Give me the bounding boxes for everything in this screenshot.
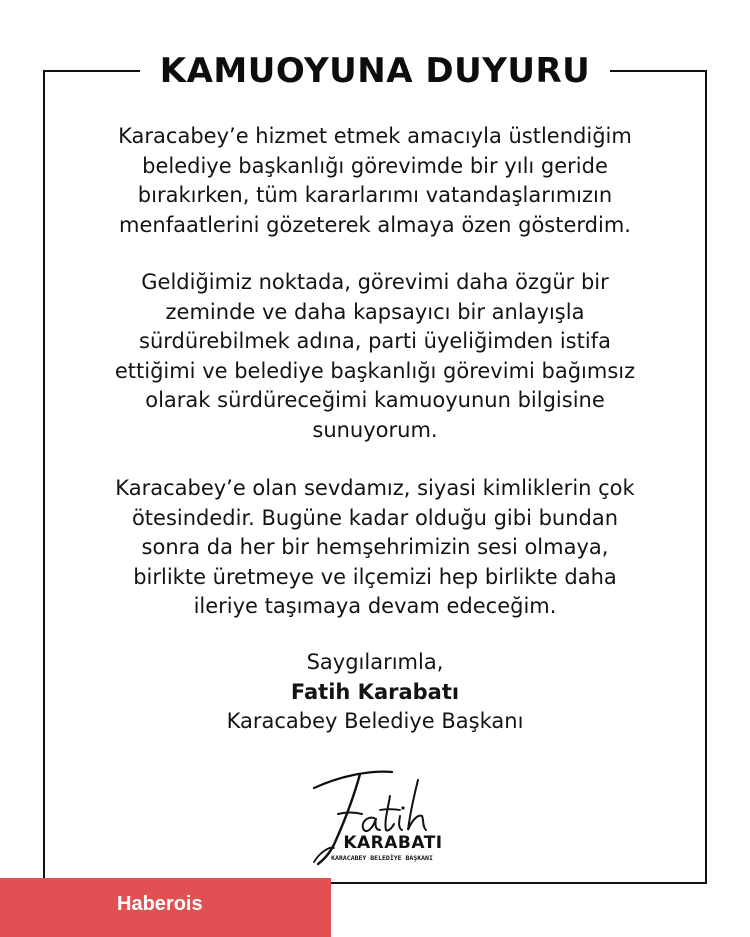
closing-greeting: Saygılarımla,: [306, 650, 444, 674]
paragraph-line: bırakırken, tüm kararlarımı vatandaşlarımızın: [137, 183, 613, 207]
source-label-bar: [0, 878, 331, 937]
paragraph-line: sürdürebilmek adına, parti üyeliğimden istifa: [139, 329, 611, 353]
source-label: Haberois: [117, 893, 203, 915]
title-wrapper: [0, 48, 750, 94]
paragraph-line: ileriye taşımaya devam edeceğim.: [193, 594, 557, 618]
signatory-role: Karacabey Belediye Başkanı: [226, 709, 524, 733]
paragraph-3: [60, 474, 690, 622]
paragraph-2: [60, 268, 690, 445]
paragraph-line: Geldiğimiz noktada, görevimi daha özgür bir: [141, 270, 609, 294]
paragraph-line: olarak sürdüreceğimi kamuoyunun bilgisine: [145, 388, 605, 412]
paragraph-line: ettiğimi ve belediye başkanlığı görevimi bağımsız: [114, 358, 636, 383]
paragraph-line: belediye başkanlığı görevimde bir yılı geride: [142, 153, 608, 178]
signature-stamp: [312, 833, 452, 863]
paragraph-line: sonra da her bir hemşehrimizin sesi olmaya,: [141, 535, 609, 559]
signature-printed-name: KARABATI: [343, 833, 443, 853]
paragraph-line: zeminde ve daha kapsayıcı bir anlayışla: [165, 299, 585, 324]
paragraph-line: ötesindedir. Bugüne kadar olduğu gibi bundan: [131, 505, 619, 530]
paragraph-line: birlikte üretmeye ve ilçemizi hep birlikte daha: [133, 564, 617, 589]
signatory-name: Fatih Karabatı: [290, 679, 460, 704]
paragraph-line: sunuyorum.: [312, 417, 438, 442]
paragraph-1: [60, 122, 690, 240]
announcement-title: KAMUOYUNA DUYURU: [140, 48, 610, 94]
paragraph-line: Karacabey’e olan sevdamız, siyasi kimliklerin çok: [115, 476, 635, 500]
closing-block: [60, 648, 690, 737]
paragraph-line: Karacabey’e hizmet etmek amacıyla üstlendiğim: [118, 124, 632, 148]
paragraph-line: menfaatlerini gözeterek almaya özen gösterdim.: [119, 212, 631, 237]
signature-printed-role: KARACABEY BELEDİYE BAŞKANI: [331, 854, 433, 862]
